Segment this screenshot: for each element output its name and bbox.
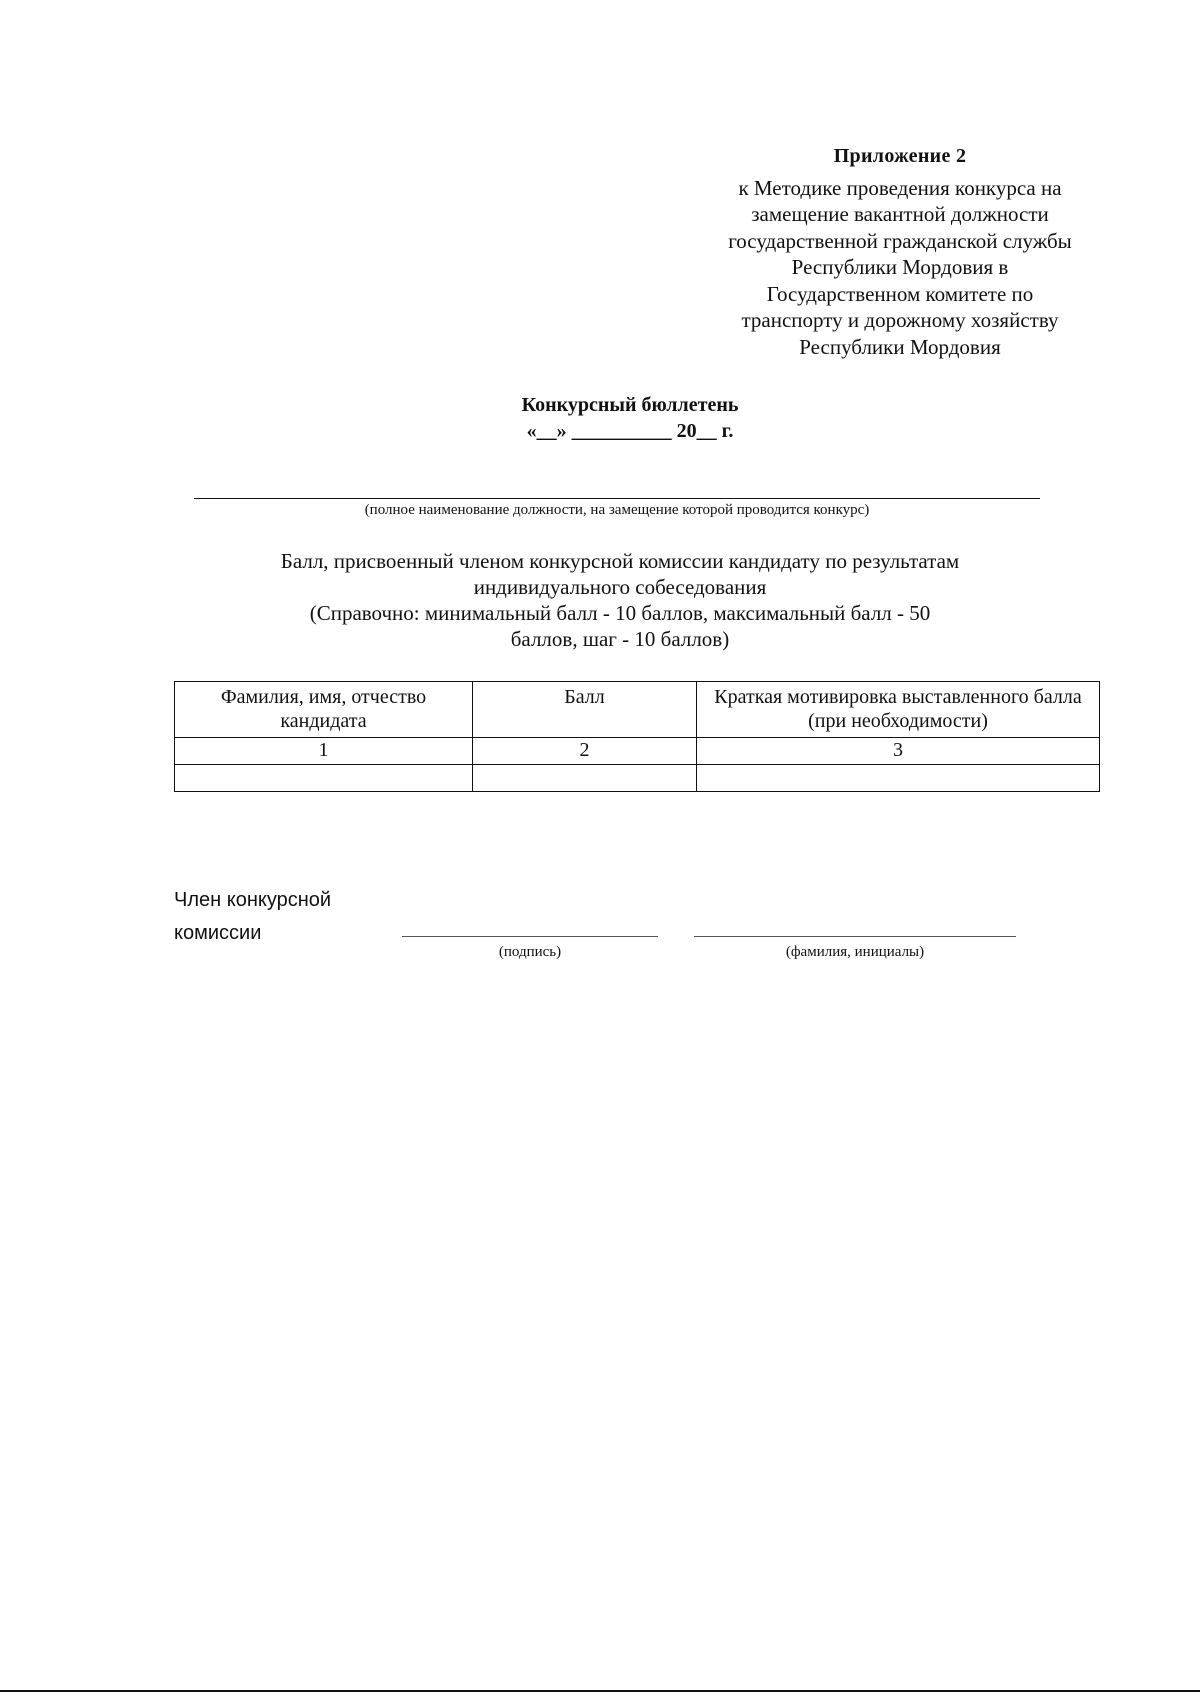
member-label-line: комиссии (174, 922, 262, 944)
position-name-line (194, 498, 1040, 499)
signature-caption: (подпись) (498, 944, 562, 960)
appendix-line: Республики Мордовия в (791, 255, 1009, 279)
bulletin-title: Конкурсный бюллетень (521, 394, 739, 416)
name-line (694, 936, 1016, 937)
score-description-line: индивидуального собеседования (473, 575, 767, 599)
appendix-header (700, 143, 1100, 360)
position-name-caption: (полное наименование должности, на замещение которой проводится конкурс) (364, 502, 870, 518)
bulletin-heading (440, 392, 820, 444)
score-description-line: Балл, присвоенный членом конкурсной комиссии кандидату по результатам (280, 549, 960, 573)
column-number: 1 (175, 738, 473, 765)
appendix-title: Приложение 2 (833, 145, 967, 167)
blank-cell (175, 765, 473, 792)
appendix-line: к Методике проведения конкурса на (738, 175, 1062, 200)
header-score: Балл (473, 682, 697, 738)
header-candidate-name: Фамилия, имя, отчество кандидата (175, 682, 473, 738)
commission-member-label (174, 884, 394, 950)
score-description (220, 548, 1020, 652)
member-label-line: Член конкурсной (174, 889, 332, 911)
appendix-line: Республики Мордовия (799, 334, 1001, 359)
appendix-line: государственной гражданской службы (728, 228, 1072, 253)
table-row (175, 765, 1100, 792)
score-description-line: баллов, шаг - 10 баллов) (510, 627, 730, 651)
table-header-row (175, 682, 1100, 738)
header-motivation: Краткая мотивировка выставленного балла (при необходимости) (697, 682, 1100, 738)
blank-cell (473, 765, 697, 792)
appendix-line: замещение вакантной должности (751, 202, 1049, 226)
column-number: 3 (697, 738, 1100, 765)
name-caption: (фамилия, инициалы) (785, 944, 925, 960)
page-bottom-rule (0, 1690, 1200, 1692)
scores-table (174, 681, 1100, 792)
column-number: 2 (473, 738, 697, 765)
appendix-line: транспорту и дорожному хозяйству (741, 308, 1059, 332)
blank-cell (697, 765, 1100, 792)
score-description-line: (Справочно: минимальный балл - 10 баллов, максимальный балл - 50 (309, 601, 931, 625)
table-row (175, 738, 1100, 765)
signature-line (402, 936, 658, 937)
bulletin-date: «__» __________ 20__ г. (526, 420, 734, 442)
appendix-line: Государственном комитете по (766, 281, 1034, 306)
